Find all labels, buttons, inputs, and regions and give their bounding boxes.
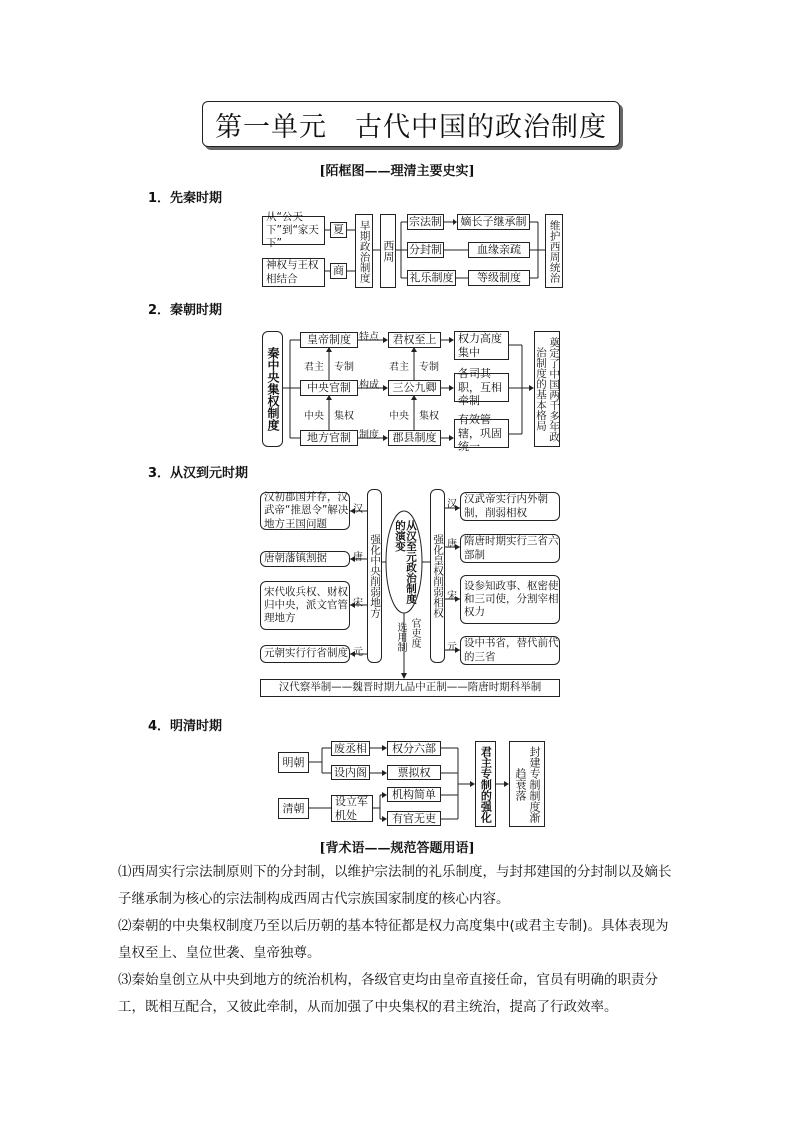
label-zhongyang-jiquan-1: 中央 集权 bbox=[304, 411, 354, 422]
section-1-heading: 1．先秦时期 bbox=[148, 191, 223, 206]
box-qingchao: 清朝 bbox=[278, 798, 309, 819]
dl-yuan: 元 bbox=[353, 647, 363, 658]
box-xuanguan: 汉代察举制——魏晋时期九品中正制——隋唐时期科举制 bbox=[260, 679, 560, 697]
label-junzhu-1: 君主 专制 bbox=[304, 362, 354, 373]
box-huangdi: 皇帝制度 bbox=[300, 332, 358, 348]
box-early-political: 早期政治制度 bbox=[355, 214, 373, 288]
box-shang: 商 bbox=[330, 263, 347, 279]
label-tedian: 特点 bbox=[359, 332, 379, 343]
box-junquan: 君权至上 bbox=[388, 332, 441, 348]
label-goucheng: 构成 bbox=[359, 380, 379, 391]
paragraph-3 bbox=[118, 967, 678, 1021]
box-xueyuan: 血缘亲疏 bbox=[468, 242, 530, 258]
paragraph-1-text: ⑴西周实行宗法制原则下的分封制，以维护宗法制的礼乐制度，与封邦建国的分封制以及嫡长子继承制为核心的宗法制构成西周古代宗族国家制度的核心内容。 bbox=[118, 864, 672, 907]
paragraph-1 bbox=[118, 859, 678, 913]
section-2-heading: 2．秦朝时期 bbox=[148, 303, 223, 318]
box-weihu: 维护西周统治 bbox=[545, 214, 563, 288]
paragraph-2 bbox=[118, 913, 678, 967]
box-quanfenliubu: 权分六部 bbox=[387, 741, 441, 756]
dl-tang: 唐 bbox=[353, 552, 363, 563]
box-fenfeng: 分封制 bbox=[409, 243, 442, 257]
box-hanwudi: 汉武帝实行内外朝制，削弱相权 bbox=[460, 492, 560, 521]
center-evolution: 从汉至元政治制度的演变 bbox=[394, 520, 417, 604]
box-gong-to-jia: 从“公天下”到“家天下” bbox=[262, 216, 325, 245]
box-tangchao: 唐朝藩镇割据 bbox=[260, 551, 350, 567]
box-fengjian-shuailuo: 封建专制制度渐趋衰落 bbox=[509, 741, 545, 827]
box-suitang: 隋唐时期实行三省六部制 bbox=[460, 534, 560, 563]
box-youxiao: 有效管辖，巩固统一 bbox=[454, 419, 509, 448]
label-junzhu-2: 君主 专制 bbox=[389, 362, 439, 373]
box-zongfa: 宗法制 bbox=[409, 215, 442, 229]
box-hanchu: 汉初郡国并存，汉武帝“推恩令”解决地方王国问题 bbox=[260, 492, 350, 530]
box-junjichu: 设立军机处 bbox=[331, 795, 373, 822]
section-3-heading: 3．从汉到元时期 bbox=[148, 466, 249, 481]
box-difang: 地方官制 bbox=[300, 430, 358, 446]
box-qianghua-zhongyang: 强化中央削弱地方 bbox=[367, 489, 382, 663]
box-liyue: 礼乐制度 bbox=[407, 270, 456, 286]
box-songdai: 宋代收兵权、财权归中央，派文官管理地方 bbox=[260, 581, 350, 630]
dl-song: 宋 bbox=[353, 598, 363, 609]
subtitle: [陌框图——理清主要史实] bbox=[319, 164, 475, 179]
box-feichengxiang: 废丞相 bbox=[331, 741, 370, 756]
dr-song: 宋 bbox=[447, 591, 457, 602]
label-xuanyong: 选用制 bbox=[395, 622, 406, 652]
box-youguanwuli: 有官无吏 bbox=[387, 811, 441, 826]
dl-han: 汉 bbox=[353, 504, 363, 515]
box-xizhou: 西周 bbox=[380, 214, 396, 288]
box-xia: 夏 bbox=[330, 222, 347, 238]
dr-tang: 唐 bbox=[447, 539, 457, 550]
box-qianghua-huangquan: 强化皇权削弱相权 bbox=[430, 489, 445, 663]
box-zhongyang: 中央官制 bbox=[300, 380, 358, 396]
paragraph-2-text: ⑵秦朝的中央集权制度乃至以后历朝的基本特征都是权力高度集中(或君主专制)。具体表现为皇权至上、皇位世袭、皇帝独尊。 bbox=[118, 918, 669, 961]
box-canzhi: 设参知政事、枢密使和三司使，分割宰相权力 bbox=[460, 575, 560, 624]
box-sheneige: 设内阁 bbox=[331, 765, 370, 780]
box-junxian: 郡县制度 bbox=[388, 430, 441, 446]
box-dizhangzi: 嫡长子继承制 bbox=[457, 214, 530, 230]
box-piaoniquan: 票拟权 bbox=[387, 765, 441, 780]
box-yuanchao: 元朝实行行省制度 bbox=[260, 645, 350, 663]
beishu-heading: [背术语——规范答题用语] bbox=[319, 841, 475, 856]
box-qin-centralization: 秦中央集权制度 bbox=[262, 331, 283, 447]
box-jigoujiandan: 机构简单 bbox=[387, 787, 441, 802]
box-mingchao: 明朝 bbox=[278, 752, 309, 773]
box-diandinge: 奠定了中国两千多年政治制度的基本格局 bbox=[534, 331, 560, 447]
paragraph-3-text: ⑶秦始皇创立从中央到地方的统治机构，各级官吏均由皇帝直接任命，官员有明确的职责分工，既相互配合，又彼此牵制，从而加强了中央集权的君主统治，提高了行政效率。 bbox=[118, 972, 658, 1015]
dr-yuan: 元 bbox=[447, 642, 457, 653]
box-gesiqizhi: 各司其职，互相牵制 bbox=[454, 373, 509, 402]
label-zhongyang-jiquan-2: 中央 集权 bbox=[389, 411, 439, 422]
box-quanli: 权力高度集中 bbox=[454, 331, 509, 360]
box-zhongshu: 设中书省，替代前代的三省 bbox=[460, 636, 560, 665]
section-4-heading: 4．明清时期 bbox=[148, 719, 223, 734]
box-dengji: 等级制度 bbox=[468, 270, 530, 286]
box-junzhu-qianghua: 君主专制的强化 bbox=[475, 741, 496, 827]
dr-han: 汉 bbox=[447, 499, 457, 510]
label-zhidu: 制度 bbox=[359, 430, 379, 441]
label-guanli: 官吏度 bbox=[409, 618, 420, 648]
box-shenquan: 神权与王权相结合 bbox=[262, 258, 325, 287]
page-title-text: 第一单元 古代中国的政治制度 bbox=[215, 111, 607, 143]
box-sangong: 三公九卿 bbox=[388, 380, 441, 396]
